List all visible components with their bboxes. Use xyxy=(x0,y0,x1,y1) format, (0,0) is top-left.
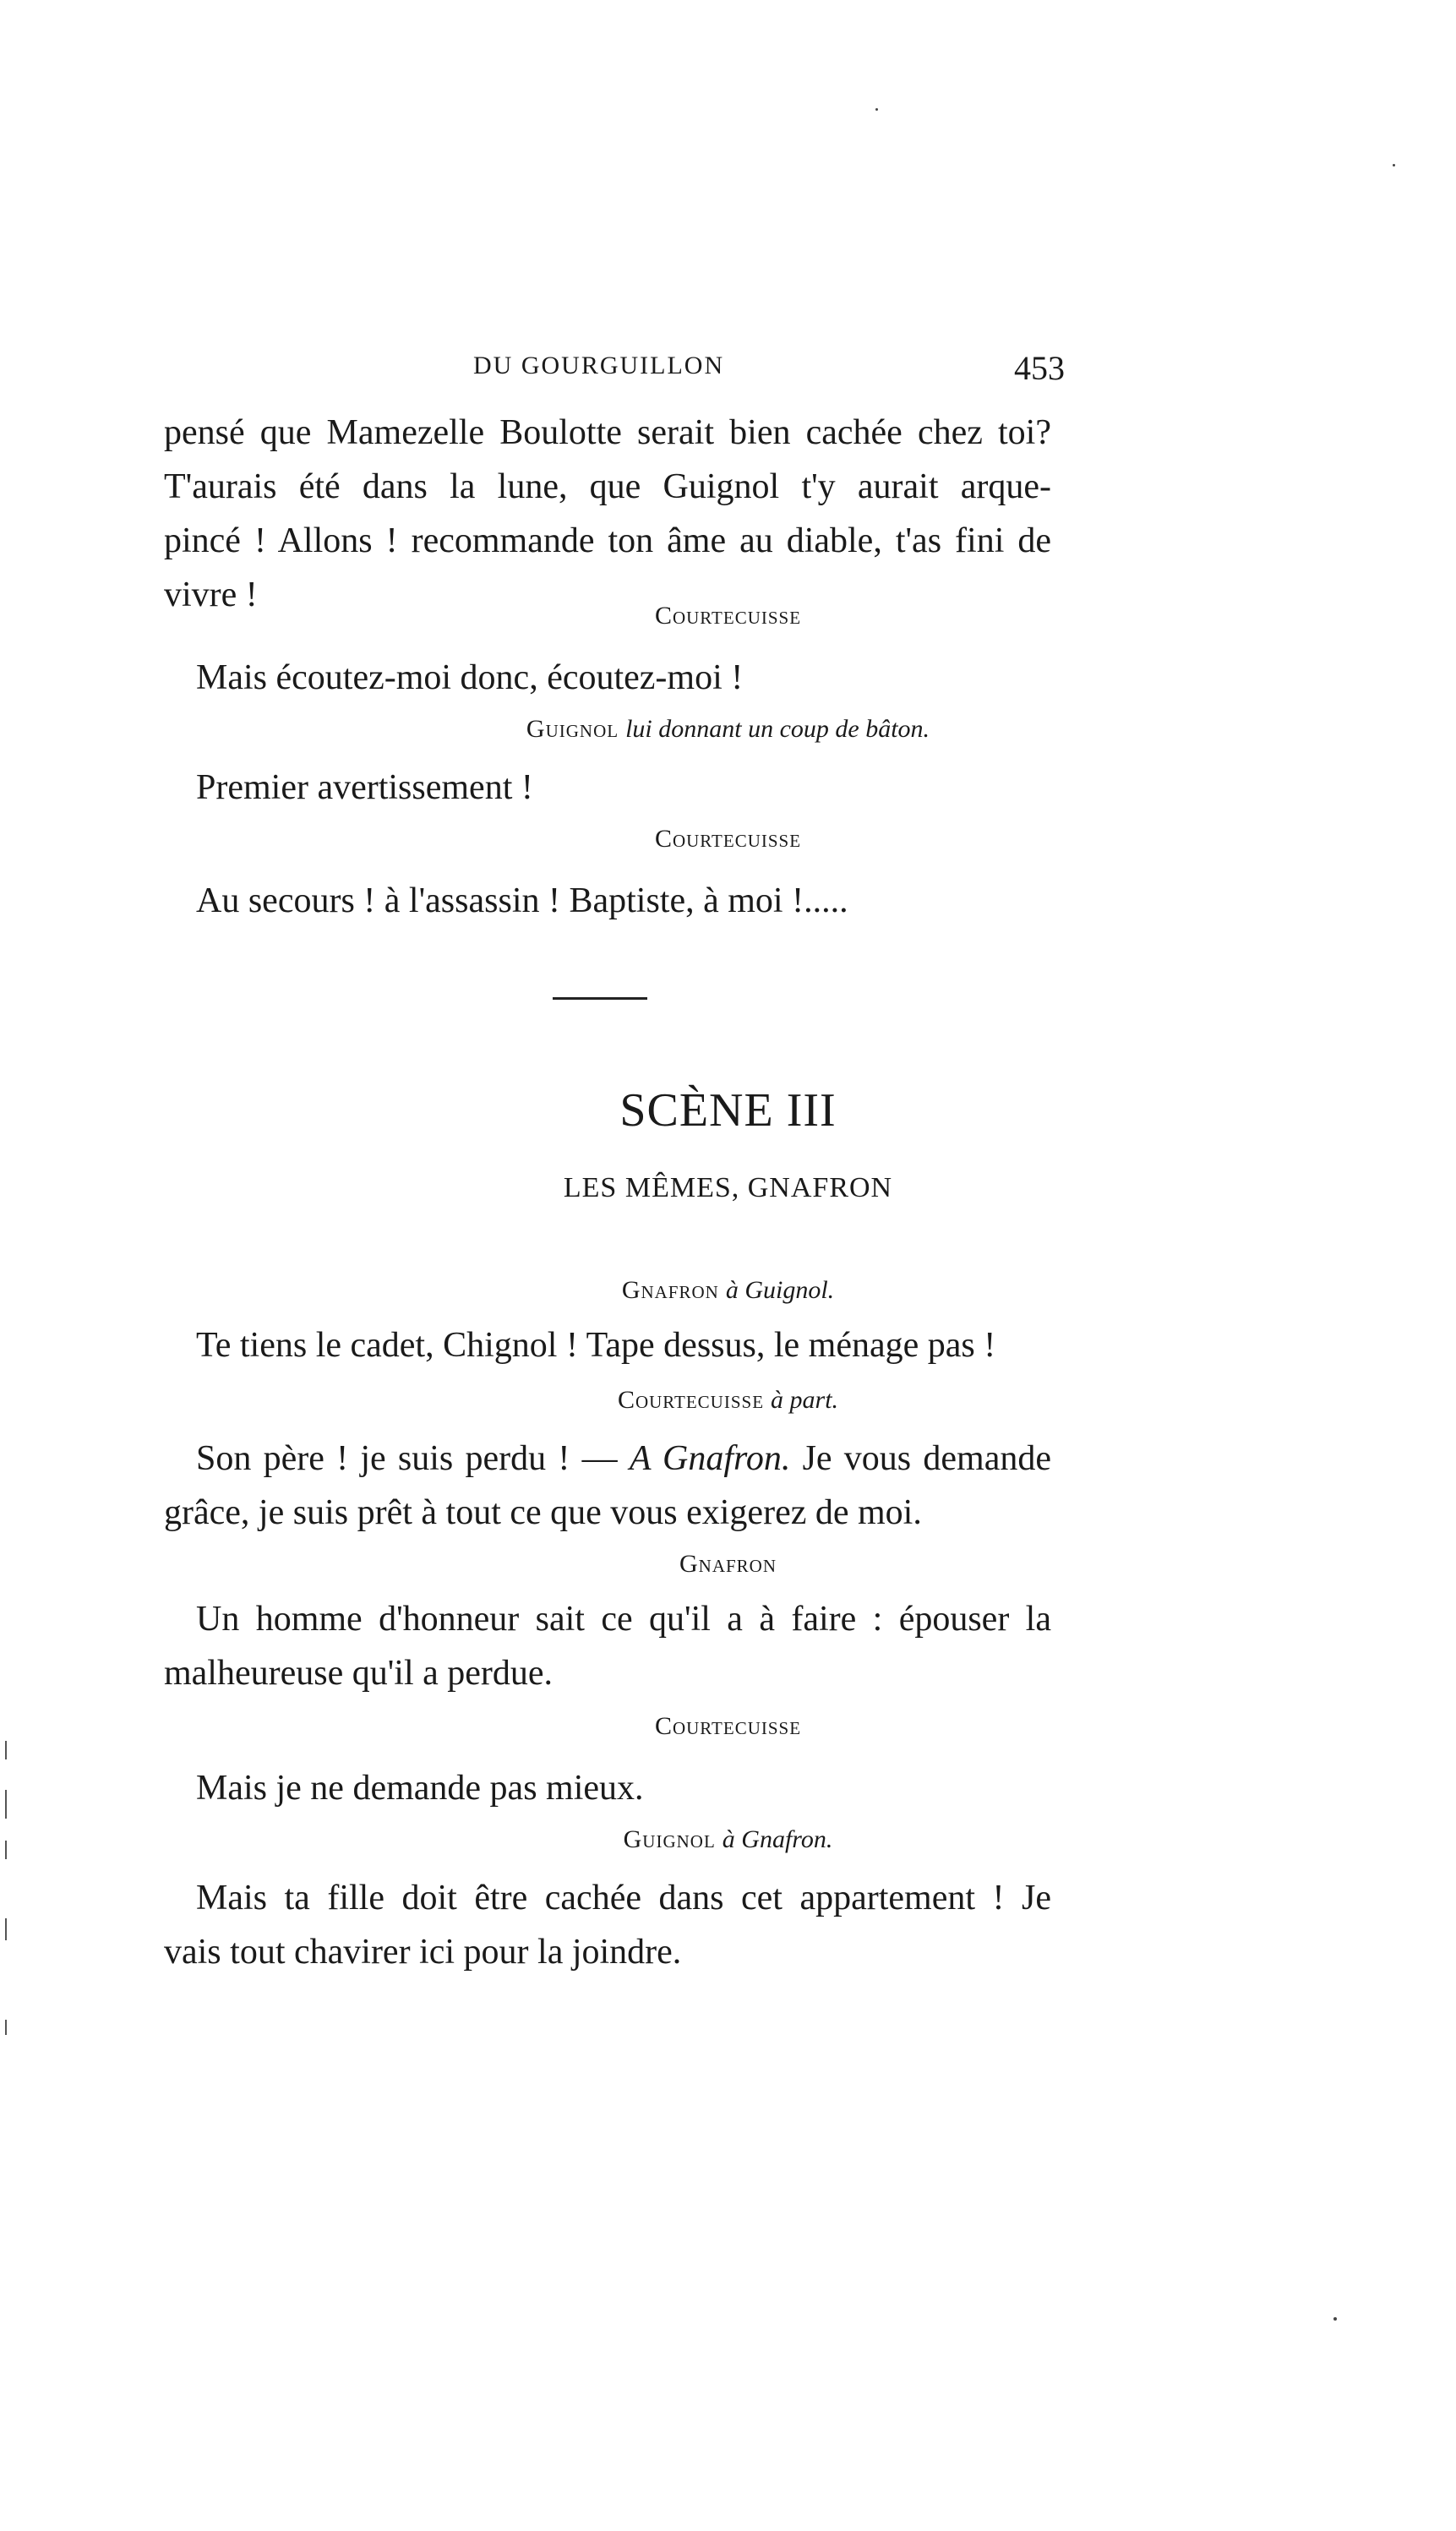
dialogue-line: Premier avertissement ! xyxy=(196,768,533,807)
scan-mark xyxy=(5,1790,7,1819)
speaker-name: Courtecuisse xyxy=(654,825,802,853)
dialogue-line xyxy=(196,1438,1051,1479)
scene-characters: LES MÊMES, GNAFRON xyxy=(563,1172,893,1203)
speaker-label xyxy=(0,715,1456,744)
dialogue-line: Mais ta fille doit être cachée dans cet appartement ! Je xyxy=(196,1879,1051,1917)
speaker-name: Gnafron xyxy=(679,1550,777,1578)
text-line: vivre ! xyxy=(164,575,258,614)
inline-direction: A Gnafron. xyxy=(629,1439,791,1478)
speaker-label xyxy=(0,1276,1456,1305)
text-line: pensé que Mamezelle Boulotte serait bien cachée chez toi? xyxy=(164,413,1051,452)
speaker-name: Guignol xyxy=(623,1825,716,1853)
dialogue-line: Te tiens le cadet, Chignol ! Tape dessus, le ménage pas ! xyxy=(196,1326,996,1365)
dialogue-text: Je vous demande xyxy=(790,1439,1051,1478)
speaker-label xyxy=(0,1825,1456,1854)
text-line: T'aurais été dans la lune, que Guignol t'y aurait arque- xyxy=(164,467,1051,506)
speaker-label xyxy=(0,602,1456,630)
dialogue-text: Son père ! je suis perdu ! — xyxy=(196,1439,630,1478)
dialogue-line: Au secours ! à l'assassin ! Baptiste, à moi !..... xyxy=(196,881,848,920)
speaker-name: Courtecuisse xyxy=(654,602,802,630)
speaker-name: Gnafron xyxy=(621,1276,719,1304)
dialogue-line: vais tout chavirer ici pour la joindre. xyxy=(164,1933,682,1972)
dialogue-line: Mais je ne demande pas mieux. xyxy=(196,1769,644,1808)
speaker-name: Guignol xyxy=(526,715,619,743)
scan-mark xyxy=(5,1841,7,1859)
scan-mark xyxy=(5,1918,7,1940)
stage-direction: lui donnant un coup de bâton. xyxy=(625,715,930,743)
page-header xyxy=(473,348,1065,390)
running-head: DU GOURGUILLON xyxy=(473,352,725,379)
scene-title: SCÈNE III xyxy=(619,1084,837,1137)
stage-direction: à Guignol. xyxy=(725,1276,835,1304)
dialogue-line: grâce, je suis prêt à tout ce que vous exigerez de moi. xyxy=(164,1493,922,1532)
scan-mark xyxy=(5,1741,7,1759)
speaker-name: Courtecuisse xyxy=(617,1386,765,1414)
speaker-label xyxy=(0,825,1456,854)
dialogue-line: malheureuse qu'il a perdue. xyxy=(164,1654,553,1693)
scan-speck xyxy=(1393,164,1395,166)
page-number: 453 xyxy=(1014,349,1065,387)
scan-speck xyxy=(875,108,878,111)
speaker-label xyxy=(0,1386,1456,1415)
text-line: pincé ! Allons ! recommande ton âme au diable, t'as fini de xyxy=(164,521,1051,560)
stage-direction: à Gnafron. xyxy=(722,1825,833,1853)
speaker-label xyxy=(0,1712,1456,1741)
stage-direction: à part. xyxy=(771,1386,839,1414)
speaker-label xyxy=(0,1550,1456,1579)
dialogue-line: Mais écoutez-moi donc, écoutez-moi ! xyxy=(196,658,744,697)
scan-mark xyxy=(5,2020,7,2035)
scan-speck xyxy=(1333,2317,1337,2321)
speaker-name: Courtecuisse xyxy=(654,1712,802,1740)
section-rule xyxy=(553,997,647,1000)
dialogue-line: Un homme d'honneur sait ce qu'il a à faire : épouser la xyxy=(196,1600,1051,1639)
